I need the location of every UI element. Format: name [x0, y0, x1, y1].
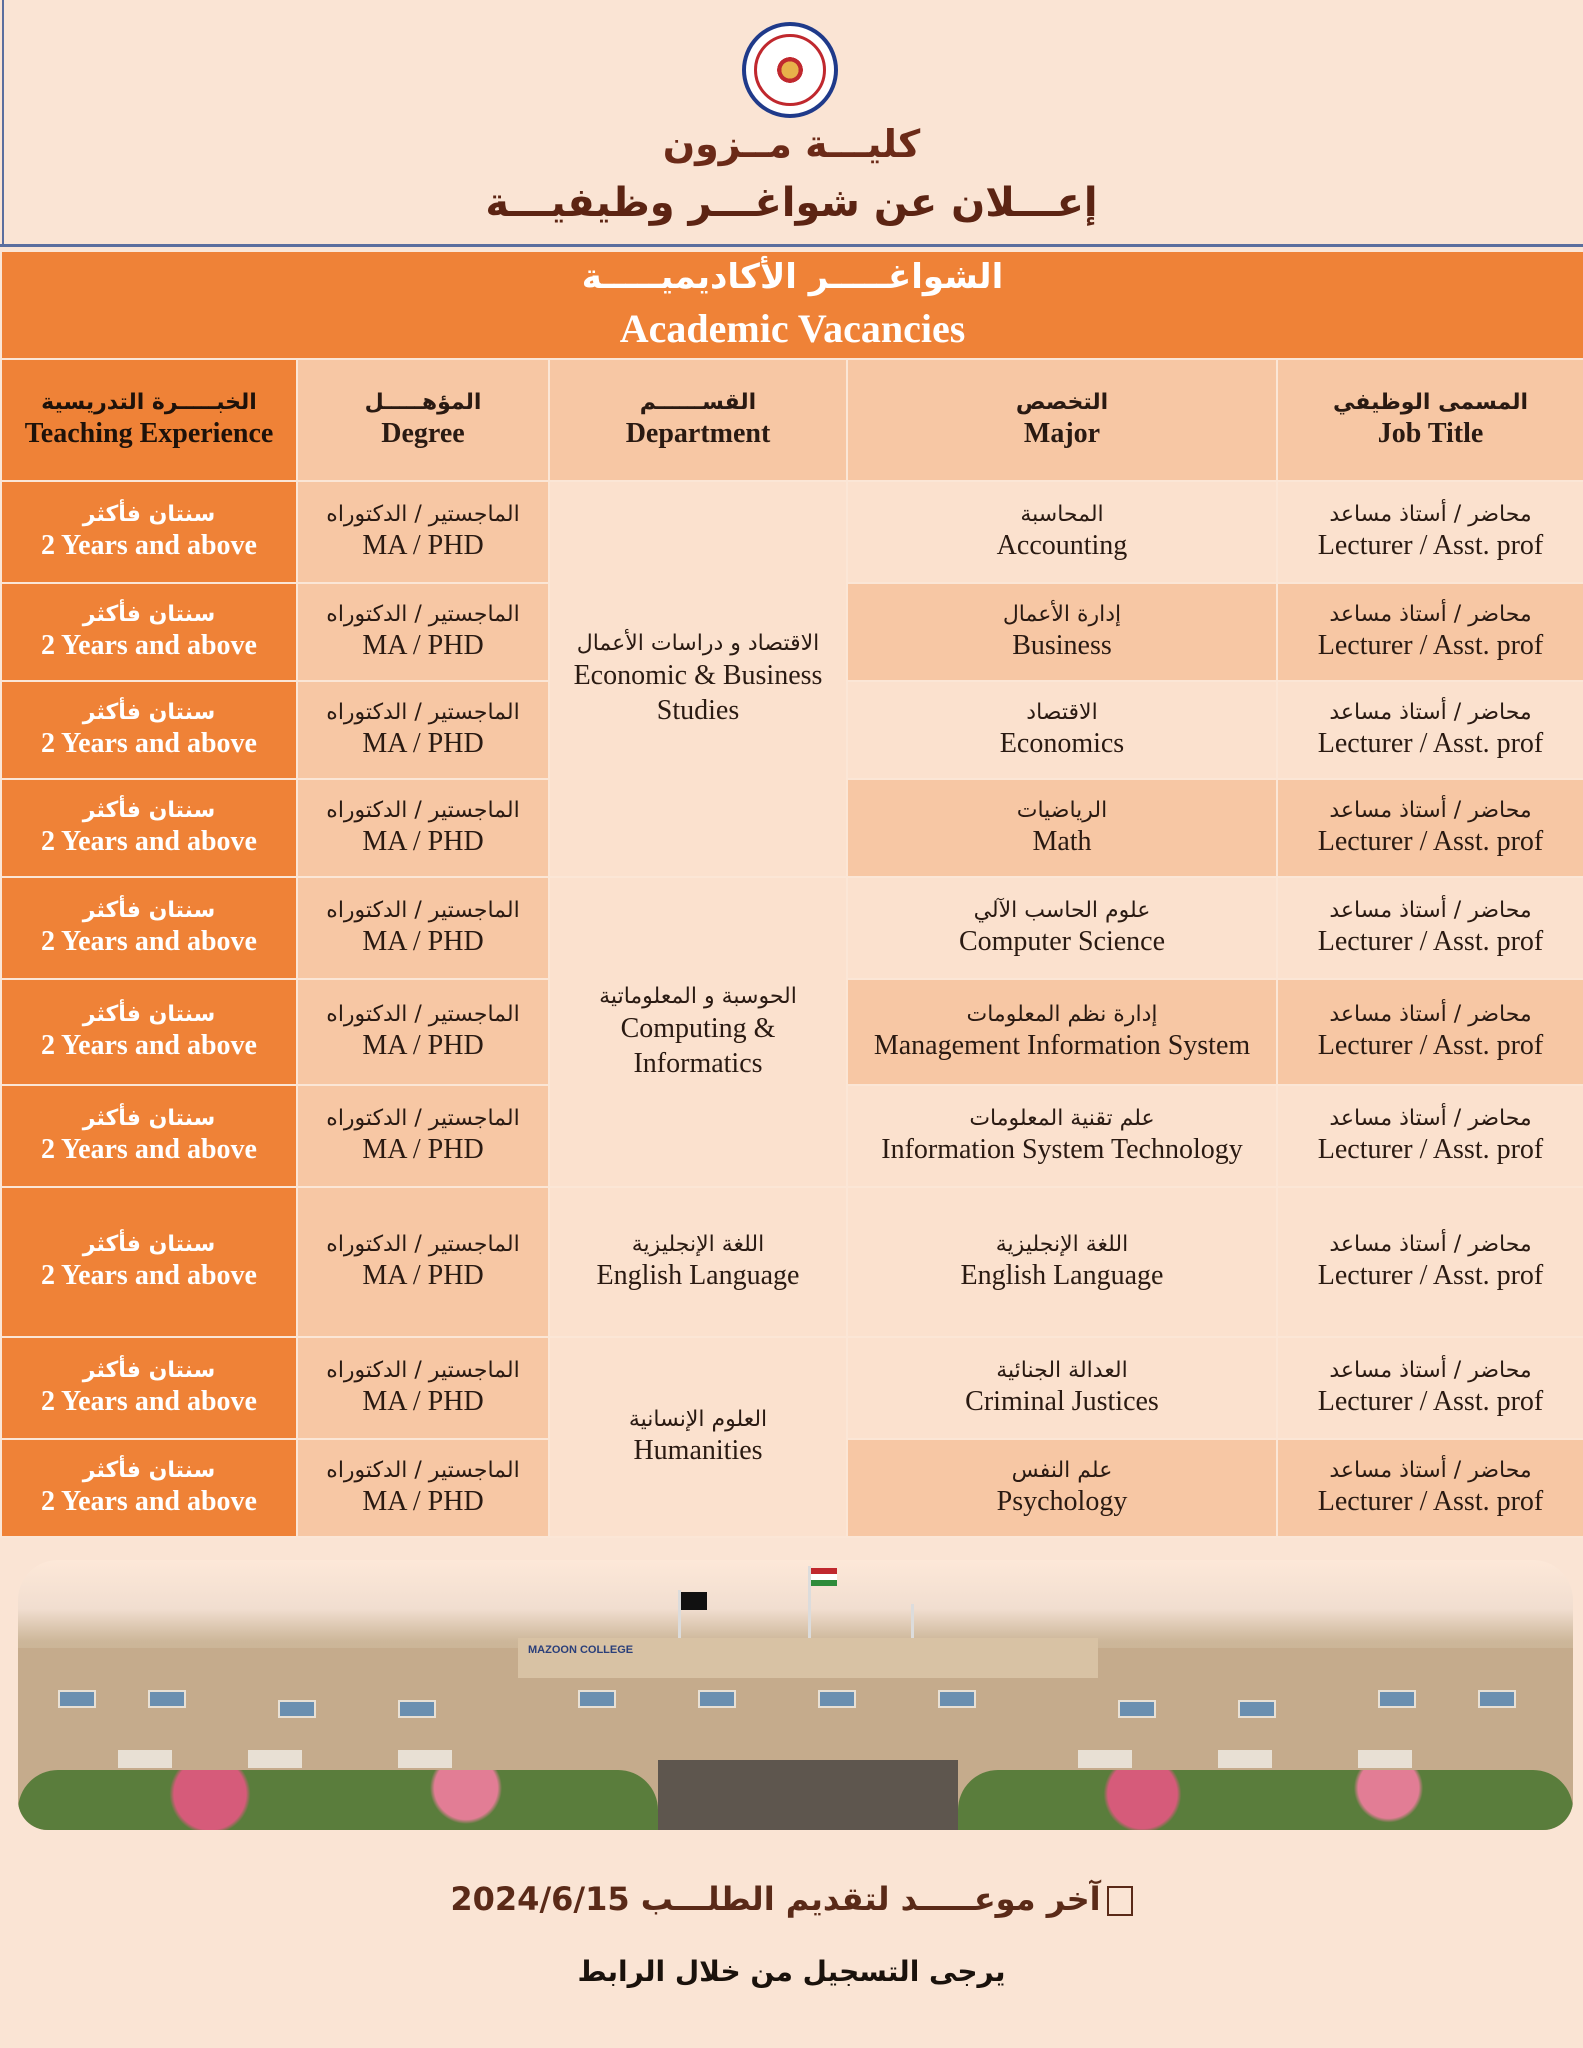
experience-cell — [1, 1337, 297, 1439]
window — [248, 1750, 302, 1768]
experience-ar: سنتان فأكثر — [82, 1357, 216, 1383]
major-cell — [847, 1337, 1277, 1439]
major-ar: علم تقنية المعلومات — [969, 1105, 1155, 1131]
degree-cell — [297, 583, 549, 681]
job-title-en: Lecturer / Asst. prof — [1317, 530, 1544, 562]
major-en: English Language — [960, 1260, 1164, 1292]
job-title-cell — [1277, 779, 1583, 877]
department-en: English Language — [596, 1260, 800, 1292]
college-name: كليـــة مــزون — [662, 122, 921, 166]
vacancies-banner — [1, 251, 1583, 359]
experience-cell — [1, 481, 297, 583]
job-title-en: Lecturer / Asst. prof — [1317, 1134, 1544, 1166]
job-title-ar: محاضر / أستاذ مساعد — [1329, 1357, 1532, 1383]
college-logo-icon — [742, 22, 838, 118]
experience-en: 2 Years and above — [41, 1386, 257, 1418]
degree-ar: الماجستير / الدكتوراه — [326, 1457, 520, 1483]
degree-en: MA / PHD — [362, 1386, 484, 1418]
degree-cell — [297, 681, 549, 779]
window — [1378, 1690, 1416, 1708]
department-ar: الاقتصاد و دراسات الأعمال — [576, 631, 820, 657]
col-header-degree-en: Degree — [381, 418, 465, 450]
experience-en: 2 Years and above — [41, 1260, 257, 1292]
experience-ar: سنتان فأكثر — [82, 601, 216, 627]
job-title-ar: محاضر / أستاذ مساعد — [1329, 501, 1532, 527]
header — [0, 0, 1583, 246]
degree-en: MA / PHD — [362, 630, 484, 662]
experience-ar: سنتان فأكثر — [82, 501, 216, 527]
degree-en: MA / PHD — [362, 1260, 484, 1292]
deadline-text: آخر موعـــــد لتقديم الطلـــب 2024/6/15 — [450, 1880, 1101, 1918]
degree-ar: الماجستير / الدكتوراه — [326, 797, 520, 823]
experience-en: 2 Years and above — [41, 728, 257, 760]
job-title-en: Lecturer / Asst. prof — [1317, 1030, 1544, 1062]
window — [148, 1690, 186, 1708]
college-building-photo — [18, 1560, 1573, 1830]
experience-en: 2 Years and above — [41, 926, 257, 958]
degree-ar: الماجستير / الدكتوراه — [326, 897, 520, 923]
experience-cell — [1, 1187, 297, 1337]
table-row — [1, 877, 1583, 979]
major-en: Psychology — [996, 1486, 1128, 1518]
table-row — [1, 1337, 1583, 1439]
window — [1478, 1690, 1516, 1708]
department-cell — [549, 1187, 847, 1337]
department-ar: اللغة الإنجليزية — [631, 1231, 765, 1257]
job-title-ar: محاضر / أستاذ مساعد — [1329, 897, 1532, 923]
job-title-cell — [1277, 1439, 1583, 1537]
major-cell — [847, 481, 1277, 583]
experience-cell — [1, 979, 297, 1085]
experience-en: 2 Years and above — [41, 1134, 257, 1166]
job-title-en: Lecturer / Asst. prof — [1317, 1386, 1544, 1418]
department-ar: العلوم الإنسانية — [628, 1406, 768, 1432]
window — [278, 1700, 316, 1718]
col-header-major-en: Major — [1023, 418, 1101, 450]
major-en: Accounting — [996, 530, 1128, 562]
major-cell — [847, 1085, 1277, 1187]
window — [1118, 1700, 1156, 1718]
job-title-cell — [1277, 583, 1583, 681]
major-ar: إدارة نظم المعلومات — [966, 1001, 1158, 1027]
experience-ar: سنتان فأكثر — [82, 1457, 216, 1483]
degree-cell — [297, 1337, 549, 1439]
degree-en: MA / PHD — [362, 826, 484, 858]
col-header-department-ar: القســــــم — [639, 389, 757, 415]
job-title-cell — [1277, 681, 1583, 779]
major-ar: الرياضيات — [1016, 797, 1108, 823]
col-header-job-title — [1277, 359, 1583, 481]
degree-cell — [297, 1187, 549, 1337]
experience-ar: سنتان فأكثر — [82, 699, 216, 725]
job-title-ar: محاضر / أستاذ مساعد — [1329, 1105, 1532, 1131]
job-title-cell — [1277, 877, 1583, 979]
col-header-job-title-en: Job Title — [1377, 418, 1484, 450]
announcement-title: إعـــلان عن شواغـــر وظيفيـــة — [485, 180, 1098, 226]
job-title-ar: محاضر / أستاذ مساعد — [1329, 797, 1532, 823]
major-en: Management Information System — [873, 1030, 1251, 1062]
col-header-experience-ar: الخبـــــرة التدريسية — [41, 389, 257, 415]
major-cell — [847, 1439, 1277, 1537]
col-header-experience — [1, 359, 297, 481]
major-en: Computer Science — [958, 926, 1166, 958]
major-ar: الاقتصاد — [1026, 699, 1098, 725]
window — [578, 1690, 616, 1708]
job-title-en: Lecturer / Asst. prof — [1317, 826, 1544, 858]
table-row — [1, 1187, 1583, 1337]
col-header-degree — [297, 359, 549, 481]
experience-ar: سنتان فأكثر — [82, 1105, 216, 1131]
experience-en: 2 Years and above — [41, 1486, 257, 1518]
job-title-en: Lecturer / Asst. prof — [1317, 728, 1544, 760]
degree-cell — [297, 481, 549, 583]
job-title-cell — [1277, 1337, 1583, 1439]
department-cell — [549, 481, 847, 877]
department-en: Computing & Informatics — [620, 1012, 776, 1079]
degree-ar: الماجستير / الدكتوراه — [326, 501, 520, 527]
experience-cell — [1, 583, 297, 681]
experience-en: 2 Years and above — [41, 630, 257, 662]
degree-en: MA / PHD — [362, 1030, 484, 1062]
col-header-job-title-ar: المسمى الوظيفي — [1333, 389, 1529, 415]
window — [58, 1690, 96, 1708]
major-en: Economics — [999, 728, 1125, 760]
window — [118, 1750, 172, 1768]
shrubs — [958, 1770, 1573, 1830]
major-en: Criminal Justices — [965, 1386, 1159, 1418]
col-header-experience-en: Teaching Experience — [24, 418, 274, 450]
degree-en: MA / PHD — [362, 926, 484, 958]
header-divider — [0, 244, 1583, 247]
window — [1218, 1750, 1272, 1768]
building-sign: MAZOON COLLEGE — [528, 1644, 634, 1656]
degree-cell — [297, 979, 549, 1085]
flag-icon — [681, 1592, 707, 1610]
department-cell — [549, 1337, 847, 1537]
experience-ar: سنتان فأكثر — [82, 1231, 216, 1257]
degree-cell — [297, 779, 549, 877]
experience-en: 2 Years and above — [41, 530, 257, 562]
col-header-major — [847, 359, 1277, 481]
major-cell — [847, 681, 1277, 779]
flag-icon — [811, 1568, 837, 1586]
window — [1078, 1750, 1132, 1768]
job-title-en: Lecturer / Asst. prof — [1317, 1260, 1544, 1292]
window — [398, 1750, 452, 1768]
window — [698, 1690, 736, 1708]
major-ar: المحاسبة — [1020, 501, 1104, 527]
col-header-department-en: Department — [625, 418, 771, 450]
degree-en: MA / PHD — [362, 530, 484, 562]
job-title-en: Lecturer / Asst. prof — [1317, 630, 1544, 662]
window — [398, 1700, 436, 1718]
shrubs — [18, 1770, 658, 1830]
window — [1238, 1700, 1276, 1718]
col-header-degree-ar: المؤهـــــل — [364, 389, 482, 415]
job-title-ar: محاضر / أستاذ مساعد — [1329, 601, 1532, 627]
window — [938, 1690, 976, 1708]
experience-ar: سنتان فأكثر — [82, 897, 216, 923]
degree-cell — [297, 1439, 549, 1537]
major-ar: إدارة الأعمال — [1002, 601, 1122, 627]
building-entrance-top — [518, 1638, 1098, 1678]
job-title-en: Lecturer / Asst. prof — [1317, 926, 1544, 958]
checkbox-icon — [1107, 1886, 1133, 1916]
department-en: Economic & Business Studies — [573, 659, 823, 726]
major-cell — [847, 779, 1277, 877]
major-ar: علوم الحاسب الآلي — [973, 897, 1151, 923]
job-title-ar: محاضر / أستاذ مساعد — [1329, 1001, 1532, 1027]
col-header-department — [549, 359, 847, 481]
experience-en: 2 Years and above — [41, 826, 257, 858]
degree-ar: الماجستير / الدكتوراه — [326, 1105, 520, 1131]
experience-cell — [1, 779, 297, 877]
degree-cell — [297, 1085, 549, 1187]
department-en: Humanities — [633, 1435, 763, 1467]
job-title-cell — [1277, 1187, 1583, 1337]
col-header-major-ar: التخصص — [1015, 389, 1109, 415]
degree-ar: الماجستير / الدكتوراه — [326, 1231, 520, 1257]
job-title-ar: محاضر / أستاذ مساعد — [1329, 699, 1532, 725]
experience-cell — [1, 681, 297, 779]
degree-ar: الماجستير / الدكتوراه — [326, 1001, 520, 1027]
table-row — [1, 481, 1583, 583]
window — [1358, 1750, 1412, 1768]
vacancies-table — [0, 250, 1583, 1538]
job-title-en: Lecturer / Asst. prof — [1317, 1486, 1544, 1518]
building-entrance — [658, 1760, 958, 1830]
experience-en: 2 Years and above — [41, 1030, 257, 1062]
major-en: Business — [1012, 630, 1112, 662]
degree-ar: الماجستير / الدكتوراه — [326, 601, 520, 627]
major-ar: العدالة الجنائية — [996, 1357, 1128, 1383]
major-ar: اللغة الإنجليزية — [995, 1231, 1129, 1257]
major-cell — [847, 583, 1277, 681]
major-ar: علم النفس — [1011, 1457, 1113, 1483]
job-title-ar: محاضر / أستاذ مساعد — [1329, 1231, 1532, 1257]
major-cell — [847, 877, 1277, 979]
experience-cell — [1, 1439, 297, 1537]
job-title-ar: محاضر / أستاذ مساعد — [1329, 1457, 1532, 1483]
job-title-cell — [1277, 979, 1583, 1085]
major-en: Math — [1032, 826, 1092, 858]
banner-title-ar: الشواغـــــر الأكاديميـــــة — [581, 256, 1004, 297]
banner-title-en: Academic Vacancies — [619, 306, 966, 352]
degree-ar: الماجستير / الدكتوراه — [326, 699, 520, 725]
department-ar: الحوسبة و المعلوماتية — [599, 984, 797, 1010]
major-cell — [847, 979, 1277, 1085]
experience-ar: سنتان فأكثر — [82, 1001, 216, 1027]
degree-en: MA / PHD — [362, 1486, 484, 1518]
registration-note: يرجى التسجيل من خلال الرابط — [577, 1955, 1006, 1988]
job-title-cell — [1277, 1085, 1583, 1187]
degree-ar: الماجستير / الدكتوراه — [326, 1357, 520, 1383]
major-en: Information System Technology — [881, 1134, 1243, 1166]
degree-en: MA / PHD — [362, 728, 484, 760]
application-deadline — [0, 1880, 1583, 1918]
experience-cell — [1, 877, 297, 979]
degree-cell — [297, 877, 549, 979]
degree-en: MA / PHD — [362, 1134, 484, 1166]
window — [818, 1690, 856, 1708]
major-cell — [847, 1187, 1277, 1337]
department-cell — [549, 877, 847, 1187]
job-title-cell — [1277, 481, 1583, 583]
experience-cell — [1, 1085, 297, 1187]
experience-ar: سنتان فأكثر — [82, 797, 216, 823]
